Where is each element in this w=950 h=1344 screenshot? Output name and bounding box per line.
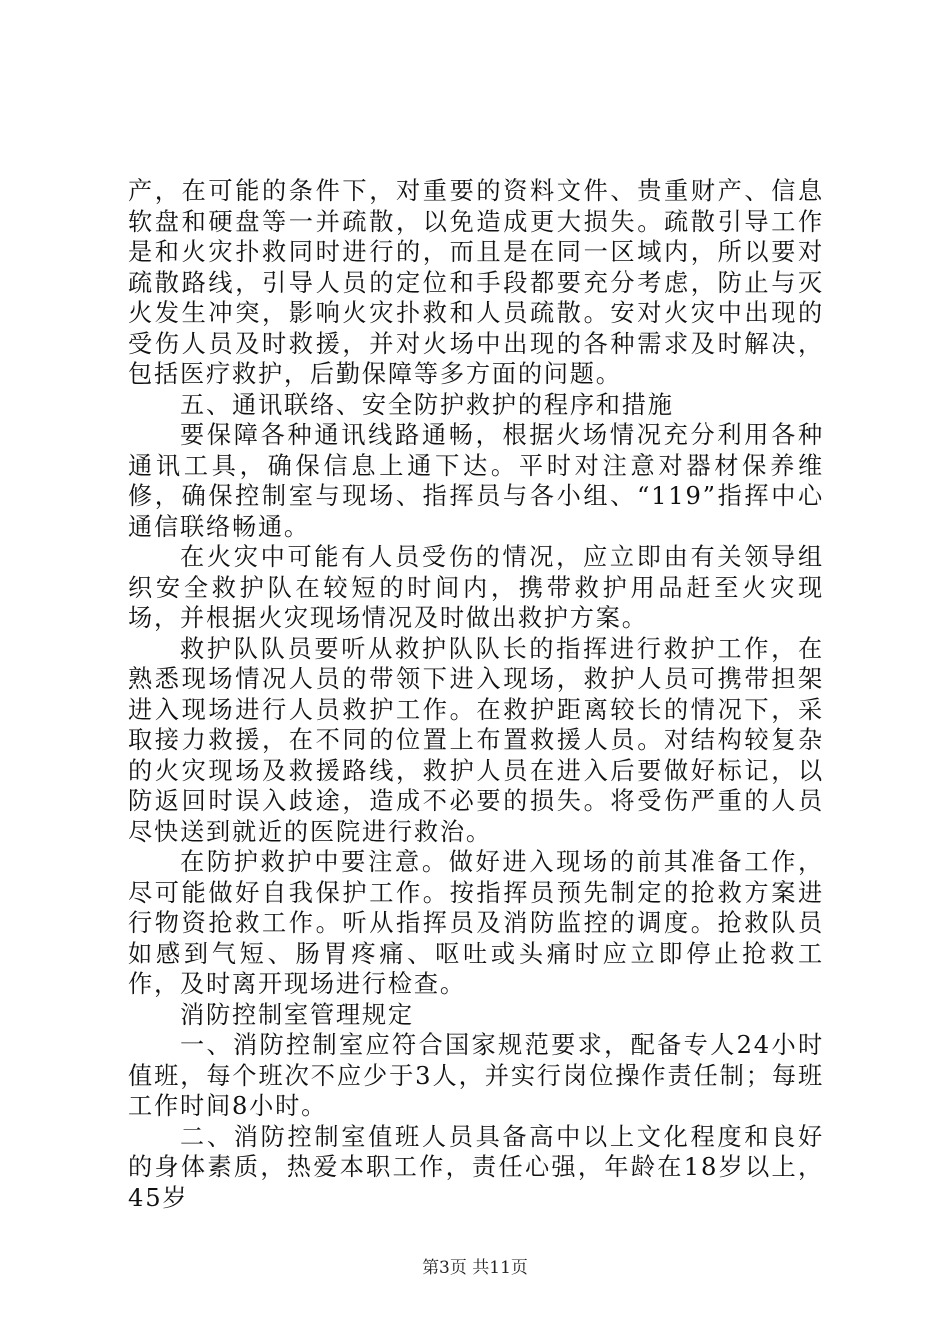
rule-item-1: 一、消防控制室应符合国家规范要求，配备专人24小时值班，每个班次不应少于3人，并实行岗位操作责任制；每班工作时间8小时。	[128, 1031, 824, 1120]
page-number-footer: 第3页 共11页	[422, 1258, 528, 1278]
paragraph-1: 产，在可能的条件下，对重要的资料文件、贵重财产、信息软盘和硬盘等一并疏散，以免造成更大损失。疏散引导工作是和火灾扑救同时进行的，而且是在同一区域内，所以要对疏散路线，引导人员的定位和手段都要充分考虑，防止与灭火发生冲突，影响火灾扑救和人员疏散。安对火灾中出现的受伤人员及时救援，并对火场中出现的各种需求及时解决，包括医疗救护，后勤保障等多方面的问题。	[128, 177, 824, 388]
section-heading-5: 五、通讯联络、安全防护救护的程序和措施	[180, 390, 674, 419]
paragraph-5: 在防护救护中要注意。做好进入现场的前其准备工作，尽可能做好自我保护工作。按指挥员预先制定的抢救方案进行物资抢救工作。听从指挥员及消防监控的调度。抢救队员如感到气短、肠胃疼痛、呕吐或头痛时应立即停止抢救工作，及时离开现场进行检查。	[128, 848, 824, 998]
document-body	[128, 176, 824, 1213]
paragraph-2: 要保障各种通讯线路通畅，根据火场情况充分利用各种通讯工具，确保信息上通下达。平时对注意对器材保养维修，确保控制室与现场、指挥员与各小组、“119”指挥中心通信联络畅通。	[128, 421, 824, 541]
section-title-control-room: 消防控制室管理规定	[180, 1000, 414, 1029]
paragraph-3: 在火灾中可能有人员受伤的情况，应立即由有关领导组织安全救护队在较短的时间内，携带救护用品赶至火灾现场，并根据火灾现场情况及时做出救护方案。	[128, 543, 824, 632]
rule-item-2: 二、消防控制室值班人员具备高中以上文化程度和良好的身体素质，热爱本职工作，责任心强，年龄在18岁以上，45岁	[128, 1122, 824, 1212]
paragraph-4: 救护队队员要听从救护队队长的指挥进行救护工作，在熟悉现场情况人员的带领下进入现场，救护人员可携带担架进入现场进行人员救护工作。在救护距离较长的情况下，采取接力救援，在不同的位置上布置救援人员。对结构较复杂的火灾现场及救援路线，救护人员在进入后要做好标记，以防返回时误入歧途，造成不必要的损失。将受伤严重的人员尽快送到就近的医院进行救治。	[128, 634, 824, 846]
